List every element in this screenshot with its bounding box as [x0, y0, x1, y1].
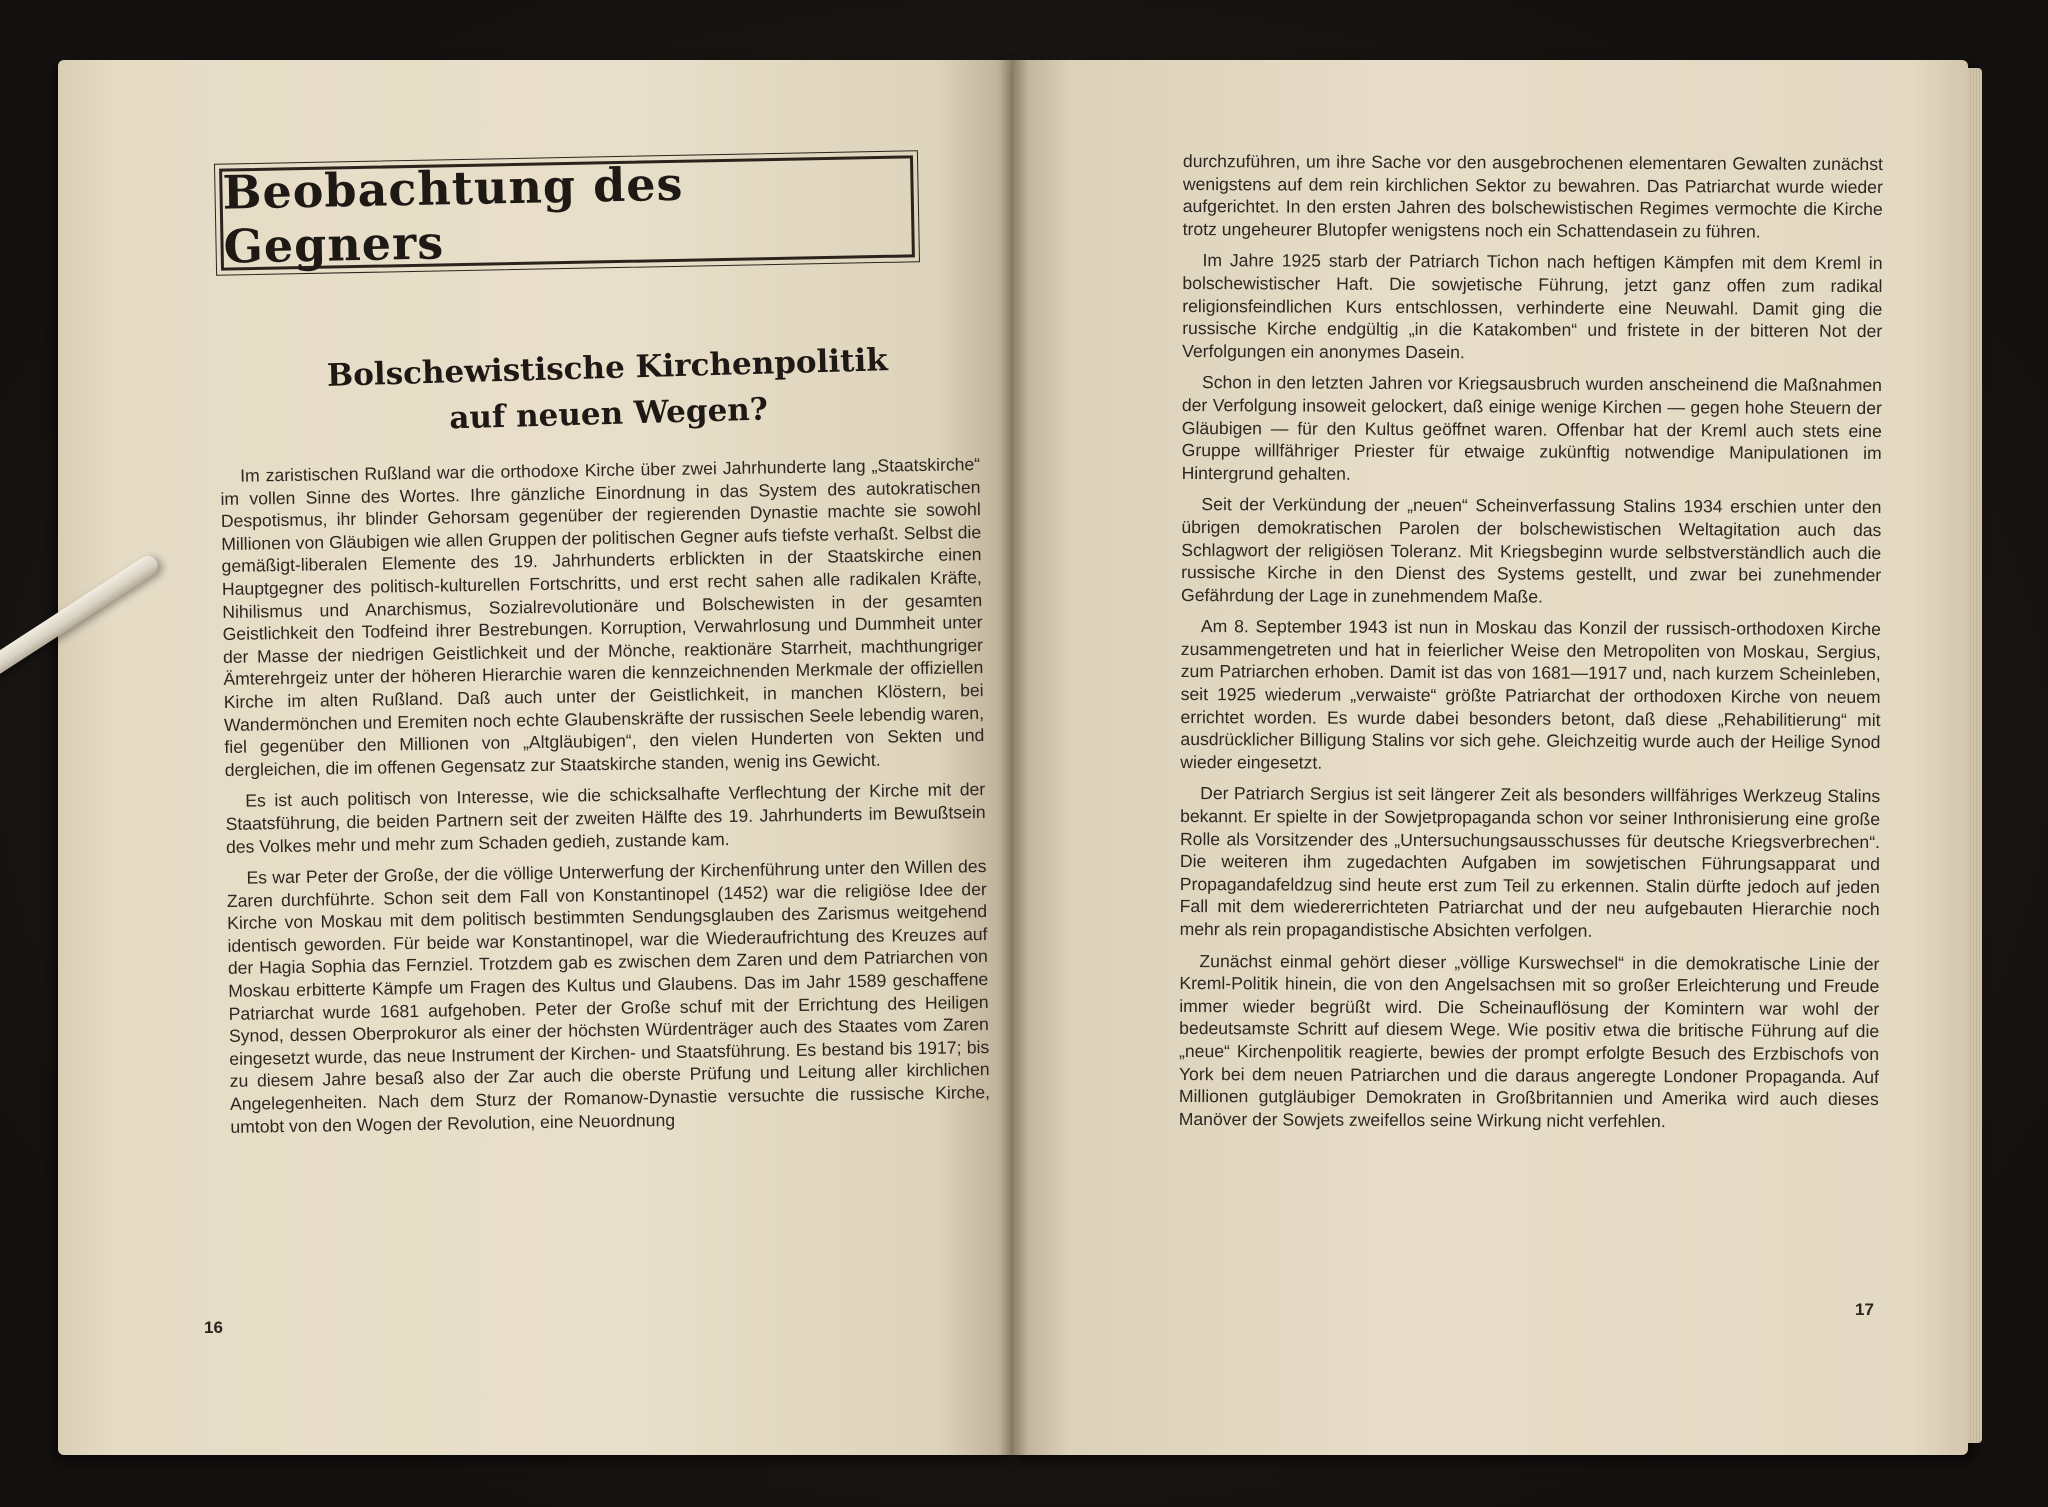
article-title-line-1: Bolschewistische Kirchenpolitik: [326, 342, 889, 394]
page-number-right: 17: [1855, 1300, 1874, 1319]
right-article-body: [1179, 150, 1883, 1142]
paragraph: Zunächst einmal gehört dieser „völlige Kurswechsel“ in die demokratische Linie der Kreml-Politik hinein, die von den Angelsachsen mit so großer Erleichterung und Freude immer wieder begrüßt wird. Die Scheinauflösung der Komintern war wohl der bedeutsamste Schritt auf diesem Wege. Wie positiv etwa die britische Führung auf die „neue“ Kirchenpolitik reagierte, bewies der prompt erfolgte Besuch des Erzbischofs von York bei dem neuen Patriarchen und die daraus angeregte Londoner Propaganda. Auf Millionen gutgläubiger Demokraten in Großbritannien und Amerika wird auch dieses Manöver der Sowjets zweifellos seine Wirkung nicht verfehlen.: [1178, 950, 1880, 1131]
paragraph: durchzuführen, um ihre Sache vor den ausgebrochenen elementaren Gewalten zunächst wenigstens auf dem rein kirchlichen Sektor zu bewahren. Das Patriarchat wurde wieder aufgerichtet. In den ersten Jahren des bolschewistischen Regimes vermochte die Kirche trotz ungeheurer Blutopfer wenigstens noch ein Schattendasein zu führen.: [1182, 151, 1883, 242]
paragraph: Seit der Verkündung der „neuen“ Scheinverfassung Stalins 1934 erschien unter den übrigen demokratischen Parolen der bolschewistischen Weltagitation auch das Schlagwort der religiösen Toleranz. Mit Kriegsbeginn wurde selbstverständlich auch die russische Kirche in den Dienst des Systems gestellt, und zwar bei zunehmender Gefährdung der Lage in zunehmendem Maße.: [1181, 494, 1882, 607]
paragraph: Der Patriarch Sergius ist seit längerer Zeit als besonders willfähriges Werkzeug Stalins bekannt. Er spielte in der Sowjetpropaganda schon vor seiner Inthronisierung eine große Rolle als Vorsitzender des „Untersuchungsausschusses für deutsche Kriegsverbrechen“. Die weiteren ihm zugedachten Aufgaben im sowjetischen Führungsapparat und Propagandafeldzug sind heute erst zum Teil zu erkennen. Stalin dürfte jedoch auf jeden Fall mit dem wiedererrichteten Patriarchat und der neu aufgebauten Hierarchie noch mehr als rein propagandistische Absichten verfolgen.: [1179, 783, 1881, 941]
left-article-body: [220, 453, 991, 1147]
section-heading-box: [219, 155, 915, 274]
section-heading: Beobachtung des Gegners: [222, 156, 684, 274]
left-page: [58, 60, 1013, 1455]
paragraph: Im Jahre 1925 starb der Patriarch Tichon nach heftigen Kämpfen mit dem Kreml in bolschewistischer Haft. Die sowjetische Führung, jetzt ganz offen zum radikal religionsfeindlichen Kurs entschlossen, verhinderte eine Neuwahl. Damit ging die russische Kirche endgültig „in die Katakomben“ und fristete in der bitteren Not der Verfolgungen ein anonymes Dasein.: [1182, 250, 1883, 362]
page-number-left: 16: [204, 1318, 223, 1337]
paragraph: Am 8. September 1943 ist nun in Moskau das Konzil der russisch-orthodoxen Kirche zusammengetreten und hat in feierlicher Weise den Metropoliten von Moskau, Sergius, zum Patriarchen erhoben. Damit ist das von 1681—1917 und, nach kurzem Scheinleben, seit 1925 wiederum „verwaiste“ größte Patriarchat der orthodoxen Kirche von neuem errichtet worden. Es wurde dabei besonders betont, daß diese „Rehabilitierung“ mit ausdrücklicher Billigung Stalins vor sich gehe. Gleichzeitig wurde auch der Heilige Synod wieder eingesetzt.: [1180, 616, 1881, 773]
paragraph: Es war Peter der Große, der die völlige Unterwerfung der Kirchenführung unter den Willen des Zaren durchführte. Schon seit dem Fall von Konstantinopel (1452) war die religiöse Idee der Kirche von Moskau mit dem politisch bestimmten Sendungsglauben des Zarismus weitgehend identisch geworden. Für beide war Konstantinopel, war die Wiederaufrichtung des Kreuzes auf der Hagia Sophia das Fernziel. Trotzdem gab es zwischen dem Zaren und dem Patriarchen von Moskau erbitterte Kämpfe um Fragen des Kultus und Glaubens. Das im Jahr 1589 geschaffene Patriarchat wurde 1681 aufgehoben. Peter der Große schuf mit der Errichtung des Heiligen Synod, dessen Oberprokuror als einer der höchsten Würdenträger auch des Staates vom Zaren eingesetzt wurde, das neue Instrument der Kirchen- und Staatsführung. Es bestand bis 1917; bis zu diesem Jahre besaß also der Zar auch die oberste Prüfung und Leitung aller kirchlichen Angelegenheiten. Nach dem Sturz der Romanow-Dynastie versuchte die russische Kirche, umtobt von den Wogen der Revolution, eine Neuordnung: [226, 856, 991, 1137]
paragraph: Schon in den letzten Jahren vor Kriegsausbruch wurden anscheinend die Maßnahmen der Verfolgung insoweit gelockert, daß einige wenige Kirchen — gegen hohe Steuern der Gläubigen — für den Kultus geöffnet waren. Offenbar hat der Kreml auch stets eine Gruppe willfähriger Priester für etwaige zukünftig notwendige Manipulationen im Hintergrund gehalten.: [1181, 372, 1883, 484]
open-booklet: [58, 60, 1968, 1455]
page-edges: [1968, 68, 1982, 1443]
article-title-line-2: auf neuen Wegen?: [448, 391, 769, 437]
paragraph: Es ist auch politisch von Interesse, wie die schicksalhafte Verflechtung der Kirche mit der Staatsführung, die beiden Partnern seit der zweiten Hälfte des 19. Jahrhunderts im Bewußtsein des Volkes mehr und mehr zum Schaden gedieh, zustande kam.: [225, 779, 986, 857]
paragraph: Im zaristischen Rußland war die orthodoxe Kirche über zwei Jahrhunderte lang „Staatskirche“ im vollen Sinne des Wortes. Ihre gänzliche Einordnung in das System des autokratischen Despotismus, ihr blinder Gehorsam gegenüber der regierenden Dynastie machte sie sowohl Millionen von Gläubigen wie allen Gruppen der politischen Gegner aufs tiefste verhaßt. Selbst die gemäßigt-liberalen Elemente des 19. Jahrhunderts erblickten in der Staatskirche einen Hauptgegner des politisch-kulturellen Fortschritts, und erst recht sahen alle radikalen Kräfte, Nihilismus und Anarchismus, Sozialrevolutionäre und Bolschewisten in der gesamten Geistlichkeit den Todfeind ihrer Bestrebungen. Korruption, Verwahrlosung und Dummheit unter der Masse der niedrigen Geistlichkeit und der Mönche, reaktionäre Starrheit, machthungriger Ämterehrgeiz unter der höheren Hierarchie waren die kennzeichnenden Merkmale der offiziellen Kirche im alten Rußland. Daß auch unter der Geistlichkeit, in manchen Klöstern, bei Wandermönchen und Eremiten noch echte Glaubenskräfte der russischen Seele lebendig waren, fiel gegenüber den Millionen von „Altgläubigen“, den vielen Hunderten von Sekten und dergleichen, die im offenen Gegensatz zur Staatskirche standen, wenig ins Gewicht.: [220, 454, 985, 780]
article-title: [257, 335, 959, 447]
right-page: [1013, 60, 1968, 1455]
